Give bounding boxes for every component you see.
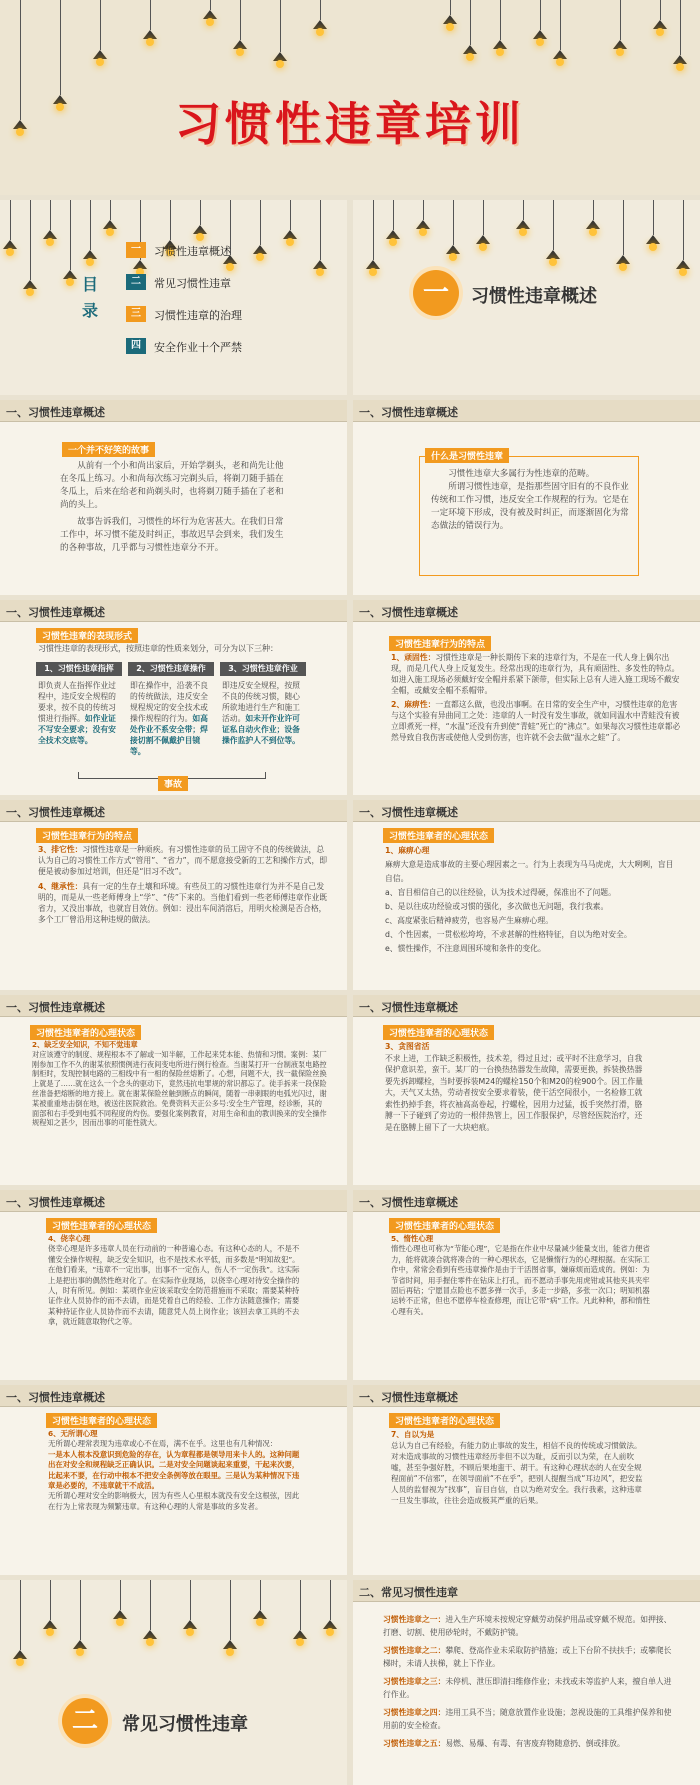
feature-text: 具有一定的生存土壤和环境。有些员工的习惯性违章行为并不是自己发明的，而是从一些老师傅身上“学”、“传”下来的。当他们看到一些老师傅违章作业既省力，又没出事故，也就盲目效仿。例如：浸出车间消溶后，用明火检测是否合格，多个工厂曾沿用这种违规的做法。 <box>38 882 328 924</box>
lamp-cord <box>80 1580 81 1640</box>
psych-tag: 习惯性违章者的心理状态 <box>46 1218 157 1233</box>
common-text: 未停机、泄压即清扫维修作业；未找或未等监护人来，擅自单人进行作业。 <box>383 1677 672 1699</box>
psych2-slide <box>0 995 347 1185</box>
lamp-cord <box>150 0 151 30</box>
lamp-bulb-icon <box>556 58 564 66</box>
psych5-slide <box>353 1190 700 1380</box>
lamp-bulb-icon <box>316 268 324 276</box>
lamp-cord <box>553 200 554 250</box>
lamp-bulb-icon <box>66 278 74 286</box>
lamp-cord <box>190 1580 191 1620</box>
story-paragraph: 故事告诉我们，习惯性的坏行为危害甚大。在我们日常工作中，坏习惯不能及时纠正，事故迟早会到来，我们发生的各种事故，几乎都与习惯性违章分不开。 <box>60 517 284 553</box>
slide-header: 一、习惯性违章概述 <box>6 406 105 419</box>
lamp-bulb-icon <box>196 233 204 241</box>
psych-tag: 习惯性违章者的心理状态 <box>383 1025 494 1040</box>
psych-text: 侥幸心理是许多违章人员在行动前的一种普遍心态。有这种心态的人，不是不懂安全操作规程，缺乏安全知识，也不是技术水平低，而多数是“明知故犯”。在他们看来，“违章不一定出事，出事不一定伤人，伤人不一定伤我”。这实际上是把出事的偶然性绝对化了。在实际作业现场，以侥幸心理对待安全操作的人，时有所见。例如：某项作业应该采取安全防范措施而不采取；需要某种持证作业人员协作的而不去请，而是凭着自己的经验、工作方法随意操作；需要某种持证作业人员协作而不去请，随意凭人员上岗作业；该回去拿工具的不去拿，就近随意取物代之等。 <box>48 1244 300 1327</box>
feature-title: 3、排它性： <box>38 845 83 854</box>
feature-title: 2、麻痹性： <box>391 700 436 709</box>
lamp-cord <box>393 200 394 230</box>
psych-tag: 习惯性违章者的心理状态 <box>46 1413 157 1428</box>
psych-item: e、惯性操作，不注意周围环境和条件的变化。 <box>385 944 546 953</box>
lamp-cord <box>680 0 681 55</box>
lamp-bulb-icon <box>649 243 657 251</box>
lamp-bulb-icon <box>549 258 557 266</box>
slide-header: 一、习惯性违章概述 <box>359 406 458 419</box>
cover-slide <box>0 0 700 195</box>
psych6-slide <box>0 1385 347 1575</box>
lamp-bulb-icon <box>16 1658 24 1666</box>
forms-col-highlight: 如高处作业不系安全带；焊接切割不佩戴护目镜等。 <box>130 714 208 756</box>
lamp-bulb-icon <box>519 228 527 236</box>
story-slide <box>0 400 347 595</box>
lamp-cord <box>230 1580 231 1640</box>
common-title: 习惯性违章之一： <box>383 1615 446 1624</box>
psych-item: a、盲目相信自己的以往经验，认为技术过得硬，保准出不了问题。 <box>385 888 616 897</box>
psych-title: 1、麻痹心理 <box>385 846 430 855</box>
definition-paragraph: 所谓习惯性违章，是指那些固守旧有的不良作业传统和工作习惯，违反安全工作规程的行为。它是在一定环境下形成，没有被及时纠正，而逐渐固化为常态做法的错误行为。 <box>431 482 629 531</box>
lamp-cord <box>30 200 31 280</box>
forms-col-highlight: 如作业证不写安全要求；没有安全技术交底等。 <box>38 714 116 745</box>
lamp-cord <box>50 1580 51 1620</box>
features-tag: 习惯性违章行为的特点 <box>389 636 491 651</box>
lamp-cord <box>483 200 484 235</box>
lamp-cord <box>620 0 621 40</box>
toc-num: 四 <box>126 338 146 354</box>
lamp-cord <box>660 0 661 20</box>
lamp-bulb-icon <box>479 243 487 251</box>
psych-text: 总认为自己有经验，有能力防止事故的发生，相信不良的传统或习惯做法。对未造成事故的习惯性违章经历非但不以为耻，反而引以为荣，在人前吹嘘，甚至争强好胜，不顾后果地蛮干、胡干。有这种心理状态的人在安全规程面前“不信邪”，在领导面前“不在乎”，把别人提醒当成“耳边风”，把安监人员的监督视为“找事”，盲目自信，自以为绝对安全。我行我素，这种违章一旦发生事故，往往会造成极其严重的后果。 <box>391 1441 643 1505</box>
lamp-cord <box>150 1580 151 1630</box>
lamp-bulb-icon <box>146 1638 154 1646</box>
lamp-cord <box>200 200 201 225</box>
forms-col-text: 即违反安全规程，按照不良的传统习惯，随心所欲地进行生产和施工活动。 <box>222 681 300 723</box>
lamp-bulb-icon <box>536 38 544 46</box>
definition-paragraph: 习惯性违章大多属行为性违章的范畴。 <box>448 469 595 479</box>
lamp-bulb-icon <box>276 60 284 68</box>
definition-tag: 什么是习惯性违章 <box>425 448 509 463</box>
feature-text: 习惯性违章是一种长期传下来的违章行为，不是在一代人身上偶尔出现，而是几代人身上反复发生。经常出现的违章行为，具有顽固性、多发性的特点。如进入施工现场必须戴好安全帽并系紧下颌带，但实际上总有人进入施工现场不戴安全帽，或戴安全帽不系帽带。 <box>391 653 680 695</box>
lamp-bulb-icon <box>256 253 264 261</box>
psych-intro: 无所谓心理常表现为违章或心不在焉，满不在乎。这里也有几种情况： <box>48 1439 278 1449</box>
slide-header: 一、习惯性违章概述 <box>359 1391 458 1404</box>
lamp-cord <box>453 200 454 245</box>
lamp-cord <box>450 0 451 15</box>
lamp-cord <box>170 200 171 240</box>
lamp-bulb-icon <box>26 288 34 296</box>
common-text: 攀爬、登高作业未采取防护措施；或上下台阶不扶扶手；或攀爬长梯时，未请人扶梯，就上下作业。 <box>383 1646 672 1668</box>
toc-item-3[interactable]: 习惯性违章的治理 <box>154 309 242 322</box>
toc-label: 目录 <box>82 275 99 320</box>
lamp-bulb-icon <box>676 63 684 71</box>
psych-text: 对应该遵守的制度、规程根本不了解或一知半解，工作起来凭本能、热情和习惯。案例：某厂刚参加工作不久的谢某依照惯例进行夜间变电所进行例行检查。当谢某打开一台制液泵电路控制柜时，发现控制电路的三相线中有一相的保险丝熔断了。心想，问题不大，找一截保险丝换上就是了……就在这么一个念头的驱动下，竟然违抗电罪规的常识都忘了。徒手拆来一段保险丝准备把熔断的地方接上。就在谢某保险丝触到断点的瞬间，随着一串刺眼的电弧光闪过，谢某被重重地击倒在地，被送往医院救治。免费资料天正公多号:安全生产管理，经诊断，其的面部和右手受到电弧不同程度的灼伤。要强化案例教育，对用生命和血的教训换来的安全操作规程知之甚少，因而出事的可能性就大。 <box>32 1049 327 1128</box>
lamp-bulb-icon <box>236 48 244 56</box>
definition-slide <box>353 400 700 595</box>
lamp-bulb-icon <box>96 58 104 66</box>
psych-title: 3、贪图省活 <box>385 1042 430 1051</box>
feature-text: 习惯性违章是一种顽疾。有习惯性违章的员工固守不良的传统做法，总认为自己的习惯性工作方式“管用”、“省力”，而不愿意接受新的工艺和操作方式，即便是被动参加过培训，但还是“旧习不改”。 <box>38 845 328 876</box>
psych-tag: 习惯性违章者的心理状态 <box>30 1025 141 1040</box>
lamp-cord <box>593 200 594 220</box>
psych-text: 惰性心理也可称为“节能心理”，它是指在作业中尽量减少能量支出，能省力便省力，能将就凑合就将凑合的一种心理状态，它是懒惰行为的心理根据。在实际工作中，常常会看到有些违章操作是由于干活图省事，嫌麻烦而造成的。例如：为节省时间，用手握住零件在钻床上打孔，而不愿动手事先用虎钳或其他夹具夹牢固后再钻；宁愿冒点险也不愿多弹一次手，多走一步路，多张一次口；明知机器运转不正常，但也不愿停车检查修理，而让它带“病”工作。凡此种种，都和惰性心理有关。 <box>391 1244 650 1316</box>
lamp-cord <box>120 1580 121 1610</box>
lamp-cord <box>240 0 241 40</box>
lamp-bulb-icon <box>616 48 624 56</box>
story-paragraph: 从前有一个小和尚出家后，开始学剃头，老和尚先让他在冬瓜上练习。小和尚每次练习完剃头后，将剃刀随手插在冬瓜上，后来在给老和尚剃头时，也将剃刀随手插在了老和尚的头上。 <box>60 461 284 510</box>
toc-num: 二 <box>126 274 146 290</box>
lamp-bulb-icon <box>46 1628 54 1636</box>
forms-intro: 习惯性违章的表现形式，按照违章的性质来划分，可分为以下三种： <box>38 644 278 653</box>
psych-item: b、是以往成功经验或习惯的强化，多次做也无问题，我行我素。 <box>385 902 609 911</box>
lamp-cord <box>50 200 51 230</box>
toc-num: 一 <box>126 242 146 258</box>
lamp-bulb-icon <box>116 1618 124 1626</box>
lamp-cord <box>320 200 321 260</box>
section-2-slide <box>0 1580 347 1785</box>
slide-header: 一、习惯性违章概述 <box>359 606 458 619</box>
psych-title: 6、无所谓心理 <box>48 1429 98 1438</box>
lamp-cord <box>20 1580 21 1650</box>
lamp-cord <box>210 0 211 10</box>
lamp-bulb-icon <box>86 258 94 266</box>
lamp-cord <box>373 200 374 260</box>
feature-title: 4、继承性： <box>38 882 83 891</box>
psych-text: 不求上进，工作缺乏积极性，技术差，得过且过；或平时不注意学习，自我保护意识差，蛮干。某厂的一台换热热器发生故障，需要更换，拆装换热器要先拆卸螺栓，当时要拆装M24的螺栓150个和M20的栓900个。因工作量大，天气又太热，劳动者按安全要求着装，使干活空间很小，一名检修工就索性扔掉手套，将衣袖高高卷起，拧螺栓，因用力过猛，扳手突然打滑，胳膊一下子碰到了旁边的一根伴热管上，因工作服保护，尽管经医院治疗，还是在胳膊上留下了一大块疤痕。 <box>385 1053 643 1132</box>
section-title: 习惯性违章概述 <box>471 286 597 307</box>
lamp-bulb-icon <box>46 238 54 246</box>
psych4-slide <box>0 1190 347 1380</box>
lamp-cord <box>60 0 61 95</box>
lamp-bulb-icon <box>286 238 294 246</box>
lamp-cord <box>540 0 541 30</box>
features1-slide <box>353 600 700 795</box>
lamp-cord <box>90 200 91 250</box>
psych-tag: 习惯性违章者的心理状态 <box>383 828 494 843</box>
lamp-cord <box>683 200 684 260</box>
forms-col-head: 1、习惯性违章指挥 <box>36 662 122 676</box>
lamp-cord <box>290 200 291 230</box>
psych1-slide <box>353 800 700 990</box>
lamp-bulb-icon <box>466 53 474 61</box>
toc-item-2[interactable]: 常见习惯性违章 <box>154 277 231 290</box>
lamp-cord <box>523 200 524 220</box>
psych-intro: 麻痹大意是造成事故的主要心理因素之一。行为上表现为马马虎虎，大大咧咧，盲目自信。 <box>385 860 674 883</box>
lamp-cord <box>500 0 501 40</box>
lamp-bulb-icon <box>186 1628 194 1636</box>
lamp-cord <box>560 0 561 50</box>
section-number: 一 <box>413 270 459 316</box>
lamp-bulb-icon <box>496 48 504 56</box>
lamp-cord <box>623 200 624 255</box>
slide-header: 一、习惯性违章概述 <box>6 806 105 819</box>
slide-header: 一、习惯性违章概述 <box>359 1196 458 1209</box>
psych-highlight: 一是本人根本没意识到危险的存在，认为章程都是领导用来卡人的。这种问题出在对安全和规程缺乏正确认识。二是对安全问题谈起来重要，干起来次要，比起来不要，在行动中根本不把安全条例等放在眼里。三是认为某种情况下违章是必要的，不违章就干不成活。 <box>48 1449 300 1491</box>
lamp-bulb-icon <box>656 28 664 36</box>
lamp-bulb-icon <box>619 263 627 271</box>
toc-slide <box>0 200 347 395</box>
lamp-bulb-icon <box>326 1628 334 1636</box>
feature-title: 1、顽固性： <box>391 653 436 662</box>
lamp-cord <box>330 1580 331 1620</box>
toc-num: 三 <box>126 306 146 322</box>
forms-col-head: 2、习惯性违章操作 <box>128 662 214 676</box>
section-1-slide <box>353 200 700 395</box>
psych-title: 7、自以为是 <box>391 1430 435 1439</box>
lamp-bulb-icon <box>679 268 687 276</box>
lamp-cord <box>110 200 111 220</box>
slide-header: 一、习惯性违章概述 <box>359 1001 458 1014</box>
lamp-cord <box>70 200 71 270</box>
common-title: 习惯性违章之四： <box>383 1708 446 1717</box>
psych7-slide <box>353 1385 700 1575</box>
cover-title: 习惯性违章培训 <box>175 97 525 151</box>
psych-item: c、高度紧张后精神疲劳，也容易产生麻痹心理。 <box>385 916 554 925</box>
lamp-bulb-icon <box>206 18 214 26</box>
section-number: 二 <box>62 1698 108 1744</box>
feature-text: 一直都这么做，也没出事啊。在日常的安全生产中，习惯性违章的危害与这个实验有异曲同工之处：违章的人一时没有发生事故，就如同温水中青蛙没有被立即煮死一样，“水温”还没有升到使“青蛙”死亡的“沸点”。如果每次习惯性违章都必然导致自我伤害或使他人受到伤害，也许就不会去做“温水之蛙”了。 <box>391 700 681 742</box>
lamp-bulb-icon <box>589 228 597 236</box>
slide-header: 一、习惯性违章概述 <box>6 606 105 619</box>
forms-col-highlight: 如未开作业许可证私自动火作业；设备操作监护人不到位等。 <box>222 714 300 745</box>
psych-title: 4、侥幸心理 <box>48 1234 91 1243</box>
slide-header: 二、常见习惯性违章 <box>359 1586 458 1599</box>
lamp-bulb-icon <box>106 228 114 236</box>
lamp-bulb-icon <box>256 1618 264 1626</box>
lamp-bulb-icon <box>226 1648 234 1656</box>
lamp-cord <box>423 200 424 220</box>
features2-slide <box>0 800 347 990</box>
forms-col-text: 即在操作中，沿袭不良的传统做法，违反安全规程规定的安全技术或操作规程的行为。 <box>130 681 208 723</box>
psych3-slide <box>353 995 700 1185</box>
lamp-cord <box>470 0 471 45</box>
psych-item: d、个性因素，一贯松松垮垮，不求甚解的性格特征，自以为绝对安全。 <box>385 930 632 939</box>
lamp-bulb-icon <box>446 23 454 31</box>
lamp-bulb-icon <box>6 248 14 256</box>
psych-text: 无所谓心理对安全的影响极大，因为有些人心里根本就没有安全这根弦，因此在行为上常表现为频繁违章。有这种心理的人常是事故的多发者。 <box>48 1491 300 1511</box>
lamp-cord <box>320 0 321 20</box>
forms-bottom-tag: 事故 <box>158 776 188 791</box>
lamp-cord <box>300 1580 301 1630</box>
lamp-bulb-icon <box>419 228 427 236</box>
lamp-cord <box>280 0 281 52</box>
slide-header: 一、习惯性违章概述 <box>6 1391 105 1404</box>
lamp-bulb-icon <box>296 1638 304 1646</box>
forms-col-head: 3、习惯性违章作业 <box>220 662 306 676</box>
lamp-bulb-icon <box>226 263 234 271</box>
lamp-cord <box>100 0 101 50</box>
forms-col-text: 即负责人在指挥作业过程中，违反安全规程的要求，按不良的传统习惯进行指挥。 <box>38 681 116 723</box>
features-tag: 习惯性违章行为的特点 <box>36 828 138 843</box>
psych-tag: 习惯性违章者的心理状态 <box>389 1218 500 1233</box>
lamp-bulb-icon <box>389 238 397 246</box>
common-title: 习惯性违章之二： <box>383 1646 446 1655</box>
forms-tag: 习惯性违章的表现形式 <box>36 628 138 643</box>
lamp-bulb-icon <box>146 38 154 46</box>
toc-item-4[interactable]: 安全作业十个严禁 <box>154 341 242 354</box>
slide-header: 一、习惯性违章概述 <box>359 806 458 819</box>
lamp-bulb-icon <box>449 253 457 261</box>
slide-header: 一、习惯性违章概述 <box>6 1001 105 1014</box>
story-tag: 一个并不好笑的故事 <box>62 442 155 457</box>
slide-header: 一、习惯性违章概述 <box>6 1196 105 1209</box>
lamp-cord <box>10 200 11 240</box>
common-title: 习惯性违章之五： <box>383 1739 446 1748</box>
lamp-bulb-icon <box>369 268 377 276</box>
lamp-bulb-icon <box>316 28 324 36</box>
psych-tag: 习惯性违章者的心理状态 <box>389 1413 500 1428</box>
psych-title: 5、惰性心理 <box>391 1234 434 1243</box>
common-text: 违用工具不当；随意放置作业设施；忽视设施的工具维护保养和使用前的安全检查。 <box>383 1708 672 1730</box>
common-text: 易燃、易爆、有毒、有害废弃物随意扔、倒或排放。 <box>445 1739 625 1748</box>
common-title: 习惯性违章之三： <box>383 1677 446 1686</box>
lamp-cord <box>260 200 261 245</box>
forms-slide <box>0 600 347 795</box>
lamp-bulb-icon <box>76 1648 84 1656</box>
common-slide <box>353 1580 700 1785</box>
common-text: 进入生产环境未按规定穿戴劳动保护用品或穿戴不规范。如押接、打磨、切割、使用砂轮时，不戴防护镜。 <box>383 1615 672 1637</box>
lamp-cord <box>260 1580 261 1610</box>
psych-title: 2、缺乏安全知识，不知不觉违章 <box>32 1040 138 1049</box>
toc-item-1[interactable]: 习惯性违章概述 <box>154 245 231 258</box>
section-title: 常见习惯性违章 <box>122 1714 248 1735</box>
lamp-cord <box>653 200 654 235</box>
